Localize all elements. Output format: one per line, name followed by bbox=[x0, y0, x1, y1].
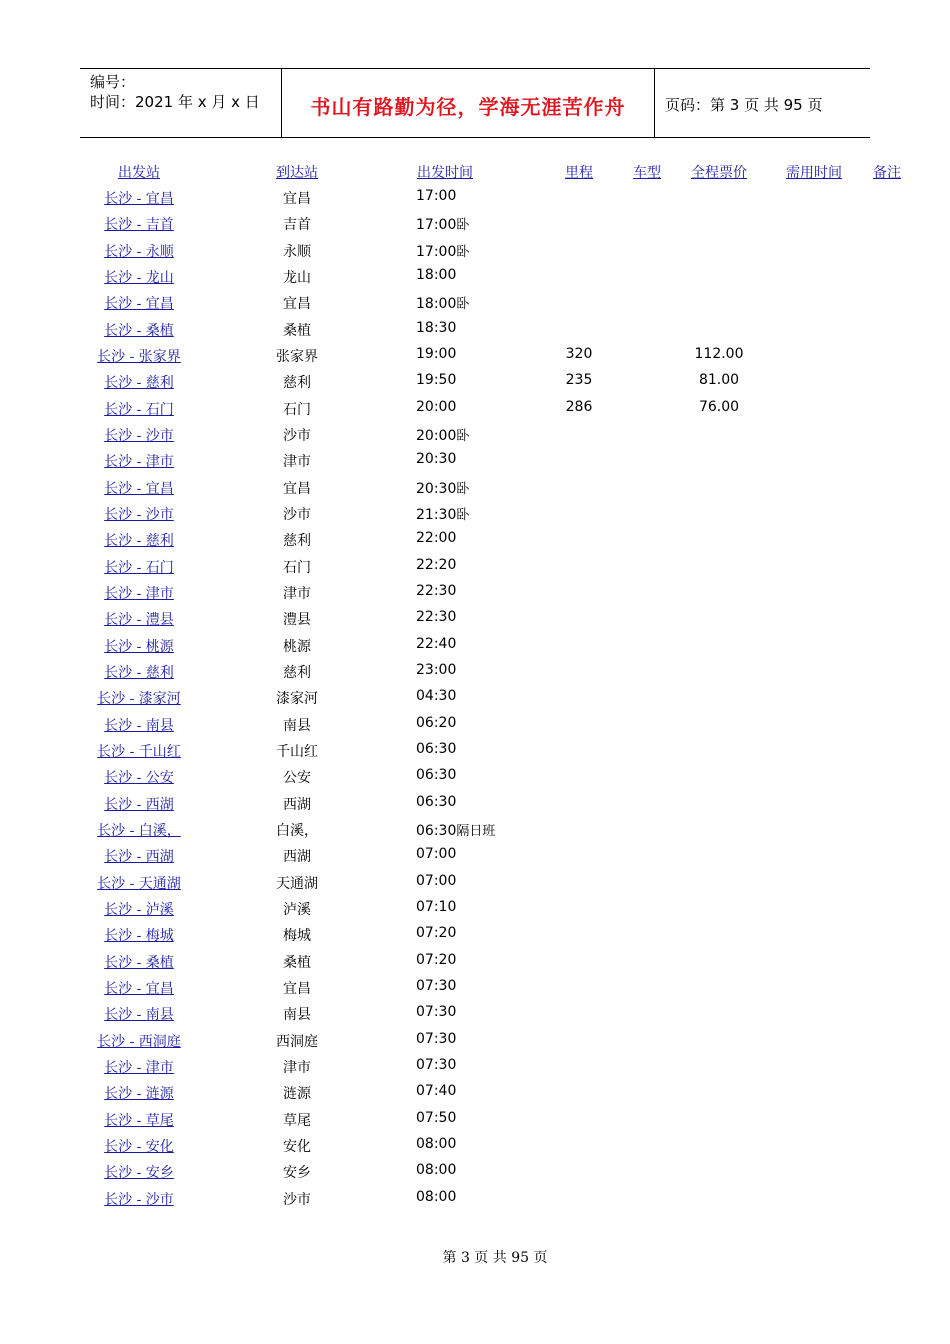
table-row bbox=[0, 293, 950, 319]
departure-time: 20:30 bbox=[416, 451, 457, 467]
table-row bbox=[0, 741, 950, 767]
departure-time: 07:30 bbox=[416, 1057, 457, 1073]
table-row bbox=[0, 846, 950, 872]
route-link[interactable]: 长沙 - 桑植 bbox=[104, 323, 174, 339]
table-row bbox=[0, 1004, 950, 1030]
table-row bbox=[0, 873, 950, 899]
table-row bbox=[0, 372, 950, 398]
column-header-remarks[interactable]: 备注 bbox=[873, 165, 901, 181]
departure-time: 21:30 bbox=[416, 507, 457, 523]
route-link[interactable]: 长沙 - 吉首 bbox=[104, 217, 174, 233]
departure-time: 22:20 bbox=[416, 557, 457, 573]
table-row bbox=[0, 688, 950, 714]
route-link[interactable]: 长沙 - 桑植 bbox=[104, 955, 174, 971]
route-link[interactable]: 长沙 - 龙山 bbox=[104, 270, 174, 286]
route-link[interactable]: 长沙 - 公安 bbox=[104, 770, 174, 786]
header-page-number: 页码：第 3 页 共 95 页 bbox=[665, 96, 823, 114]
table-row bbox=[0, 1136, 950, 1162]
departure-time-cell bbox=[400, 1031, 490, 1047]
arrival-station: 宜昌 bbox=[283, 296, 311, 312]
departure-time-cell bbox=[400, 451, 490, 467]
departure-time-cell bbox=[400, 1083, 490, 1099]
route-link[interactable]: 长沙 - 桃源 bbox=[104, 639, 174, 655]
departure-time: 20:30 bbox=[416, 481, 457, 497]
departure-time-cell bbox=[400, 741, 490, 757]
route-link[interactable]: 长沙 - 慈利 bbox=[104, 665, 174, 681]
route-link[interactable]: 长沙 - 宜昌 bbox=[104, 981, 174, 997]
departure-time-cell bbox=[400, 636, 490, 652]
time-note: 卧 bbox=[456, 508, 470, 523]
departure-time: 22:30 bbox=[416, 609, 457, 625]
departure-time-cell bbox=[400, 320, 490, 336]
route-link[interactable]: 长沙 - 沙市 bbox=[104, 1192, 174, 1208]
route-link[interactable]: 长沙 - 石门 bbox=[104, 402, 174, 418]
arrival-station: 桑植 bbox=[283, 323, 311, 339]
table-row bbox=[0, 425, 950, 451]
departure-time: 22:40 bbox=[416, 636, 457, 652]
time-note: 卧 bbox=[456, 297, 470, 312]
route-link[interactable]: 长沙 - 宜昌 bbox=[104, 481, 174, 497]
route-link[interactable]: 长沙 - 西湖 bbox=[104, 849, 174, 865]
departure-time-cell bbox=[400, 767, 490, 783]
route-link[interactable]: 长沙 - 天通湖 bbox=[97, 876, 181, 892]
departure-time-cell bbox=[400, 1110, 490, 1126]
arrival-station: 天通湖 bbox=[276, 876, 318, 892]
departure-time-cell bbox=[400, 820, 496, 839]
arrival-station: 津市 bbox=[283, 586, 311, 602]
table-row bbox=[0, 399, 950, 425]
header-motto-cell bbox=[282, 69, 655, 137]
header-page-cell bbox=[655, 69, 870, 137]
departure-time: 22:30 bbox=[416, 583, 457, 599]
table-row bbox=[0, 504, 950, 530]
arrival-station: 安乡 bbox=[283, 1165, 311, 1181]
route-link[interactable]: 长沙 - 泸溪 bbox=[104, 902, 174, 918]
document-number-label: 编号： bbox=[90, 73, 136, 91]
arrival-station: 沙市 bbox=[283, 428, 311, 444]
arrival-station: 龙山 bbox=[283, 270, 311, 286]
departure-time: 07:30 bbox=[416, 1031, 457, 1047]
departure-time-cell bbox=[400, 794, 490, 810]
departure-time: 06:30 bbox=[416, 767, 457, 783]
table-row bbox=[0, 1162, 950, 1188]
table-row bbox=[0, 557, 950, 583]
departure-time: 18:30 bbox=[416, 320, 457, 336]
route-link[interactable]: 长沙 - 慈利 bbox=[104, 533, 174, 549]
departure-time-cell bbox=[400, 1162, 490, 1178]
route-link[interactable]: 长沙 - 津市 bbox=[104, 1060, 174, 1076]
departure-time: 17:00 bbox=[416, 244, 457, 260]
departure-time: 07:20 bbox=[416, 925, 457, 941]
departure-time: 23:00 bbox=[416, 662, 457, 678]
arrival-station: 涟源 bbox=[283, 1086, 311, 1102]
departure-time: 06:30 bbox=[416, 794, 457, 810]
fare-value: 81.00 bbox=[698, 372, 740, 388]
route-link[interactable]: 长沙 - 沙市 bbox=[104, 507, 174, 523]
time-note: 隔日班 bbox=[456, 824, 496, 839]
departure-time: 04:30 bbox=[416, 688, 457, 704]
arrival-station: 南县 bbox=[283, 718, 311, 734]
departure-time-cell bbox=[400, 899, 490, 915]
header-info-cell bbox=[80, 69, 282, 137]
route-link[interactable]: 长沙 - 西湖 bbox=[104, 797, 174, 813]
departure-time: 22:00 bbox=[416, 530, 457, 546]
arrival-station: 西湖 bbox=[283, 849, 311, 865]
arrival-station: 澧县 bbox=[283, 612, 311, 628]
route-link[interactable]: 长沙 - 澧县 bbox=[104, 612, 174, 628]
route-link[interactable]: 长沙 - 津市 bbox=[104, 586, 174, 602]
departure-time: 18:00 bbox=[416, 267, 457, 283]
arrival-station: 白溪， bbox=[276, 823, 318, 839]
arrival-station: 慈利 bbox=[283, 533, 311, 549]
arrival-station: 西湖 bbox=[283, 797, 311, 813]
route-link[interactable]: 长沙 - 南县 bbox=[104, 1007, 174, 1023]
departure-time-cell bbox=[400, 530, 490, 546]
column-header-vehicle-type[interactable]: 车型 bbox=[633, 165, 661, 181]
page-footer: 第 3 页 共 95 页 bbox=[442, 1250, 548, 1266]
departure-time-cell bbox=[400, 478, 490, 497]
arrival-station: 桑植 bbox=[283, 955, 311, 971]
departure-time: 19:00 bbox=[416, 346, 457, 362]
arrival-station: 石门 bbox=[283, 402, 311, 418]
departure-time: 07:00 bbox=[416, 873, 457, 889]
fare-value: 112.00 bbox=[694, 346, 744, 362]
table-row bbox=[0, 267, 950, 293]
departure-time: 07:30 bbox=[416, 978, 457, 994]
departure-time-cell bbox=[400, 1057, 490, 1073]
arrival-station: 梅城 bbox=[283, 928, 311, 944]
arrival-station: 石门 bbox=[283, 560, 311, 576]
table-row bbox=[0, 715, 950, 741]
table-row bbox=[0, 478, 950, 504]
column-header-duration[interactable]: 需用时间 bbox=[786, 165, 842, 181]
departure-time-cell bbox=[400, 583, 490, 599]
table-row bbox=[0, 952, 950, 978]
arrival-station: 津市 bbox=[283, 1060, 311, 1076]
route-link[interactable]: 长沙 - 安化 bbox=[104, 1139, 174, 1155]
arrival-station: 宜昌 bbox=[283, 481, 311, 497]
departure-time-cell bbox=[400, 241, 490, 260]
table-row bbox=[0, 925, 950, 951]
route-link[interactable]: 长沙 - 石门 bbox=[104, 560, 174, 576]
departure-time-cell bbox=[400, 662, 490, 678]
departure-time-cell bbox=[400, 1136, 490, 1152]
departure-time: 17:00 bbox=[416, 188, 457, 204]
arrival-station: 南县 bbox=[283, 1007, 311, 1023]
column-header-arrival[interactable]: 到达站 bbox=[276, 165, 318, 181]
table-row bbox=[0, 978, 950, 1004]
table-row bbox=[0, 636, 950, 662]
table-row bbox=[0, 1031, 950, 1057]
table-row bbox=[0, 188, 950, 214]
arrival-station: 西洞庭 bbox=[276, 1034, 318, 1050]
departure-time-cell bbox=[400, 372, 490, 388]
time-note: 卧 bbox=[456, 245, 470, 260]
time-note: 卧 bbox=[456, 218, 470, 233]
arrival-station: 慈利 bbox=[283, 665, 311, 681]
arrival-station: 公安 bbox=[283, 770, 311, 786]
table-row bbox=[0, 820, 950, 846]
table-row bbox=[0, 214, 950, 240]
table-row bbox=[0, 583, 950, 609]
departure-time-cell bbox=[400, 873, 490, 889]
departure-time: 06:20 bbox=[416, 715, 457, 731]
table-row bbox=[0, 1110, 950, 1136]
document-header bbox=[80, 68, 870, 138]
table-row bbox=[0, 662, 950, 688]
table-row bbox=[0, 451, 950, 477]
route-link[interactable]: 长沙 - 西洞庭 bbox=[97, 1034, 181, 1050]
departure-time: 07:50 bbox=[416, 1110, 457, 1126]
route-link[interactable]: 长沙 - 千山红 bbox=[97, 744, 181, 760]
departure-time-cell bbox=[400, 188, 490, 204]
route-link[interactable]: 长沙 - 沙市 bbox=[104, 428, 174, 444]
route-link[interactable]: 长沙 - 津市 bbox=[104, 454, 174, 470]
column-header-departure-time[interactable]: 出发时间 bbox=[417, 165, 473, 181]
arrival-station: 宜昌 bbox=[283, 191, 311, 207]
table-row bbox=[0, 320, 950, 346]
departure-time-cell bbox=[400, 1004, 490, 1020]
table-row bbox=[0, 530, 950, 556]
mileage-value: 235 bbox=[565, 372, 593, 388]
route-link[interactable]: 长沙 - 宜昌 bbox=[104, 296, 174, 312]
arrival-station: 漆家河 bbox=[276, 691, 318, 707]
departure-time-cell bbox=[400, 925, 490, 941]
motto-text: 书山有路勤为径，学海无涯苦作舟 bbox=[310, 95, 626, 119]
departure-time-cell bbox=[400, 346, 490, 362]
table-row bbox=[0, 899, 950, 925]
arrival-station: 安化 bbox=[283, 1139, 311, 1155]
mileage-value: 286 bbox=[565, 399, 593, 415]
departure-time-cell bbox=[400, 557, 490, 573]
table-row bbox=[0, 346, 950, 372]
departure-time: 07:20 bbox=[416, 952, 457, 968]
departure-time: 07:40 bbox=[416, 1083, 457, 1099]
departure-time-cell bbox=[400, 293, 490, 312]
departure-time: 19:50 bbox=[416, 372, 457, 388]
departure-time: 07:00 bbox=[416, 846, 457, 862]
route-link[interactable]: 长沙 - 白溪， bbox=[97, 823, 181, 839]
arrival-station: 永顺 bbox=[283, 244, 311, 260]
departure-time-cell bbox=[400, 425, 490, 444]
arrival-station: 宜昌 bbox=[283, 981, 311, 997]
route-link[interactable]: 长沙 - 漆家河 bbox=[97, 691, 181, 707]
departure-time: 07:30 bbox=[416, 1004, 457, 1020]
fare-value: 76.00 bbox=[698, 399, 740, 415]
arrival-station: 草尾 bbox=[283, 1113, 311, 1129]
departure-time: 17:00 bbox=[416, 217, 457, 233]
departure-time-cell bbox=[400, 609, 490, 625]
arrival-station: 桃源 bbox=[283, 639, 311, 655]
column-header-fare[interactable]: 全程票价 bbox=[691, 165, 747, 181]
departure-time-cell bbox=[400, 688, 490, 704]
departure-time-cell bbox=[400, 978, 490, 994]
departure-time: 20:00 bbox=[416, 428, 457, 444]
departure-time: 08:00 bbox=[416, 1136, 457, 1152]
route-link[interactable]: 长沙 - 慈利 bbox=[104, 375, 174, 391]
table-row bbox=[0, 1189, 950, 1215]
table-row bbox=[0, 241, 950, 267]
departure-time: 06:30 bbox=[416, 741, 457, 757]
route-link[interactable]: 长沙 - 梅城 bbox=[104, 928, 174, 944]
departure-time: 18:00 bbox=[416, 296, 457, 312]
departure-time-cell bbox=[400, 267, 490, 283]
departure-time-cell bbox=[400, 399, 490, 415]
column-header-departure[interactable]: 出发站 bbox=[118, 165, 160, 181]
departure-time: 08:00 bbox=[416, 1189, 457, 1205]
arrival-station: 张家界 bbox=[276, 349, 318, 365]
table-row bbox=[0, 1083, 950, 1109]
route-link[interactable]: 长沙 - 安乡 bbox=[104, 1165, 174, 1181]
route-link[interactable]: 长沙 - 宜昌 bbox=[104, 191, 174, 207]
arrival-station: 千山红 bbox=[276, 744, 318, 760]
route-link[interactable]: 长沙 - 永顺 bbox=[104, 244, 174, 260]
departure-time-cell bbox=[400, 715, 490, 731]
table-row bbox=[0, 1057, 950, 1083]
departure-time-cell bbox=[400, 1189, 490, 1205]
route-link[interactable]: 长沙 - 张家界 bbox=[97, 349, 181, 365]
table-row bbox=[0, 767, 950, 793]
column-header-mileage[interactable]: 里程 bbox=[565, 165, 593, 181]
route-link[interactable]: 长沙 - 涟源 bbox=[104, 1086, 174, 1102]
departure-time: 20:00 bbox=[416, 399, 457, 415]
route-link[interactable]: 长沙 - 南县 bbox=[104, 718, 174, 734]
departure-time-cell bbox=[400, 504, 490, 523]
route-link[interactable]: 长沙 - 草尾 bbox=[104, 1113, 174, 1129]
arrival-station: 吉首 bbox=[283, 217, 311, 233]
departure-time-cell bbox=[400, 846, 490, 862]
departure-time: 08:00 bbox=[416, 1162, 457, 1178]
document-date-label: 时间：2021 年 x 月 x 日 bbox=[90, 93, 260, 111]
arrival-station: 津市 bbox=[283, 454, 311, 470]
arrival-station: 慈利 bbox=[283, 375, 311, 391]
departure-time-cell bbox=[400, 214, 490, 233]
departure-time: 07:10 bbox=[416, 899, 457, 915]
arrival-station: 沙市 bbox=[283, 507, 311, 523]
time-note: 卧 bbox=[456, 482, 470, 497]
arrival-station: 沙市 bbox=[283, 1192, 311, 1208]
arrival-station: 泸溪 bbox=[283, 902, 311, 918]
mileage-value: 320 bbox=[565, 346, 593, 362]
table-row bbox=[0, 609, 950, 635]
departure-time-cell bbox=[400, 952, 490, 968]
departure-time: 06:30 bbox=[416, 823, 457, 839]
table-row bbox=[0, 794, 950, 820]
time-note: 卧 bbox=[456, 429, 470, 444]
